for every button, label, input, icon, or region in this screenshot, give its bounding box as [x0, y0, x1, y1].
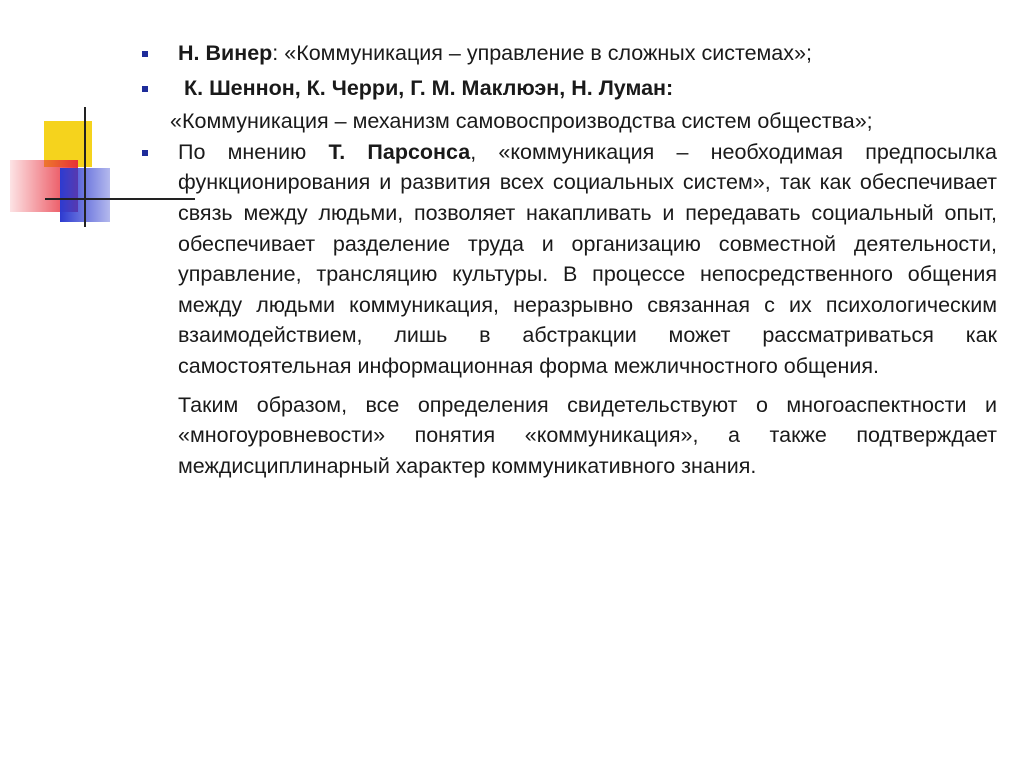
- conclusion-paragraph: [142, 390, 997, 482]
- vertical-line: [84, 107, 86, 227]
- authors-shannon-group: К. Шеннон, К. Черри, Г. М. Маклюэн, Н. Луман:: [184, 75, 674, 100]
- bullet-item-parsons: [142, 137, 997, 382]
- shannon-quote-text: «Коммуникация – механизм самовоспроизводства систем общества»;: [170, 109, 873, 134]
- conclusion-text: Таким образом, все определения свидетельствуют о многоаспектности и «многоуровневости» понятия «коммуникация», а также подтверждает междисциплинарный характер коммуникативного знания.: [178, 392, 997, 478]
- wiener-definition: : «Коммуникация – управление в сложных системах»;: [272, 41, 812, 65]
- bullet-item-shannon: [142, 73, 997, 104]
- bullet-square-icon: [142, 86, 148, 92]
- author-wiener: Н. Винер: [178, 41, 273, 65]
- author-parsons: Т. Парсонса: [328, 139, 471, 164]
- shannon-quote: [142, 106, 997, 137]
- parsons-prefix: По мнению: [178, 139, 329, 164]
- bullet-item-wiener: [142, 38, 997, 69]
- bullet-square-icon: [142, 150, 148, 156]
- bullet-square-icon: [142, 51, 148, 57]
- slide-content: [142, 38, 997, 481]
- parsons-definition: , «коммуникация – необходимая предпосылка функционирования и развития всех социальных систем», так как обеспечивает связь между людьми, позволяет накапливать и передавать социальный опыт, обеспечивает разделение труда и организацию совместной деятельности, управление, трансляцию культуры. В процессе непосредственного общения между людьми коммуникация, неразрывно связанная с их психологическим взаимодействием, лишь в абстракции может рассматриваться как самостоятельная информационная форма межличностного общения.: [178, 139, 998, 378]
